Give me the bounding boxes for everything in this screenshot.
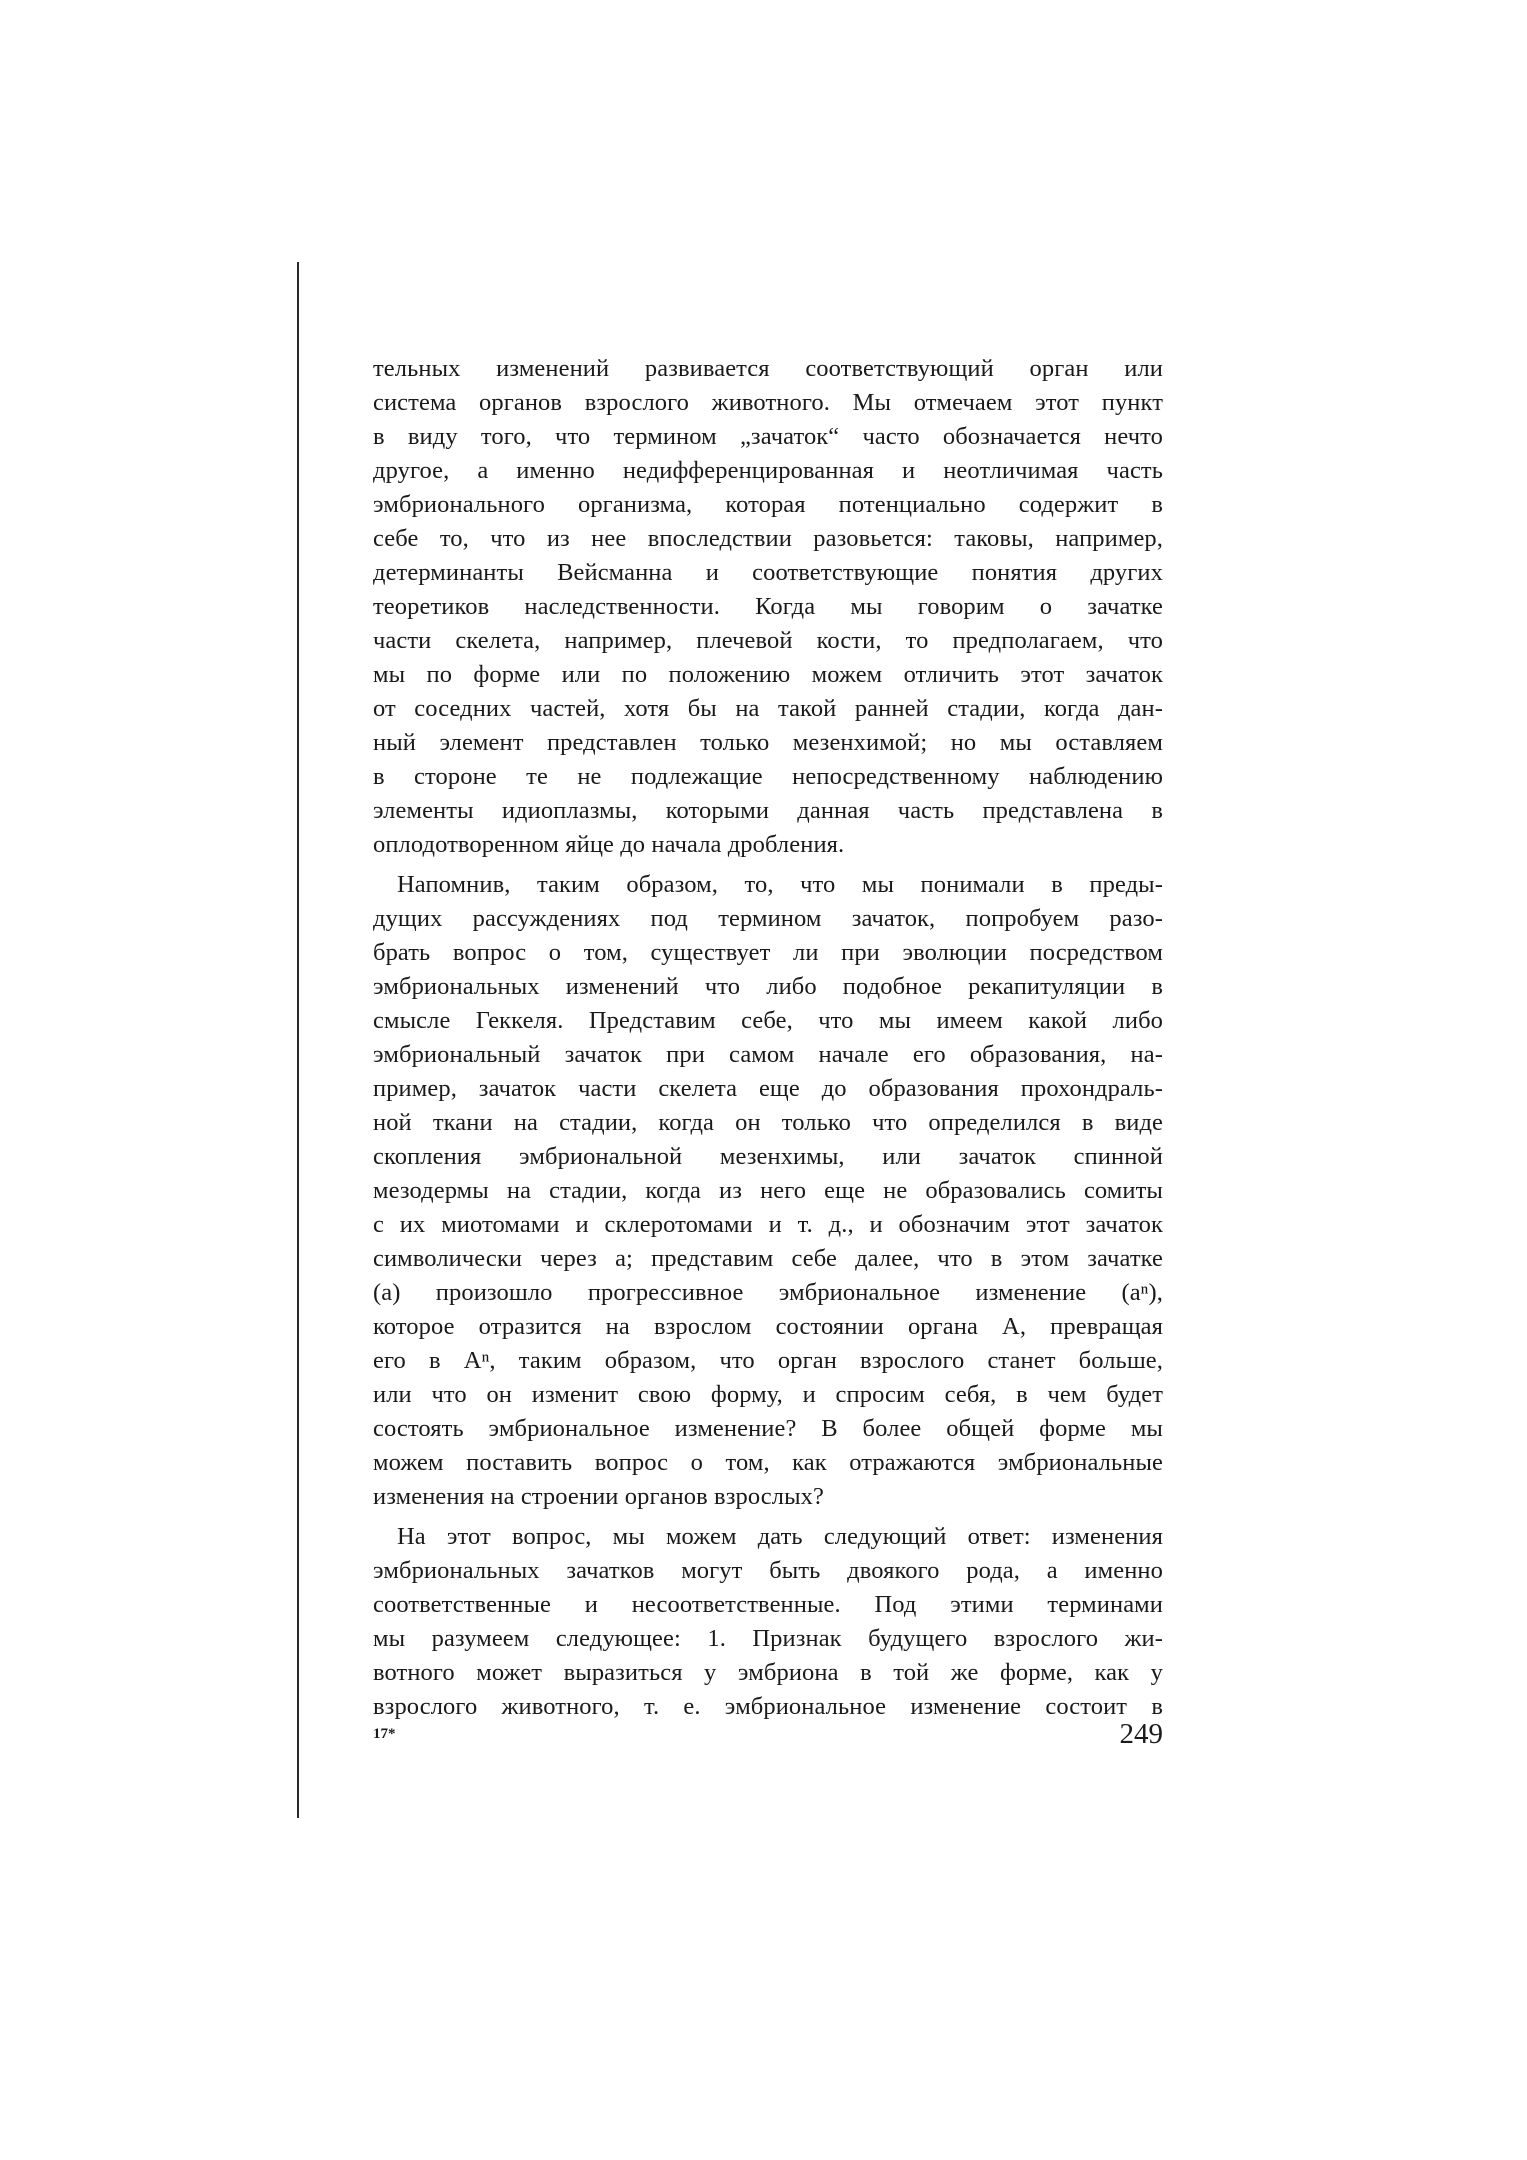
text-line: эмбрионального организма, которая потенциально содержит в: [373, 491, 1163, 518]
text-line: части скелета, например, плечевой кости, то предполагаем, что: [373, 627, 1163, 654]
text-line: изменения на строении органов взрослых?: [373, 1483, 824, 1510]
paragraph-2: [373, 868, 1163, 1514]
text-line: в виду того, что термином „зачаток“ часто обозначается нечто: [373, 423, 1163, 450]
text-line: в стороне те не подлежащие непосредственному наблюдению: [373, 763, 1163, 790]
text-line: эмбриональных зачатков могут быть двоякого рода, а именно: [373, 1557, 1163, 1584]
text-line: Напомнив, таким образом, то, что мы понимали в преды-: [397, 871, 1163, 898]
text-line: от соседних частей, хотя бы на такой ранней стадии, когда дан-: [373, 695, 1163, 722]
text-line: вотного может выразиться у эмбриона в той же форме, как у: [373, 1659, 1163, 1686]
text-line: другое, а именно недифференцированная и неотличимая часть: [373, 457, 1163, 484]
text-line: с их миотомами и склеротомами и т. д., и обозначим этот зачаток: [373, 1211, 1163, 1238]
text-line: тельных изменений развивается соответствующий орган или: [373, 355, 1163, 382]
text-line: мы по форме или по положению можем отличить этот зачаток: [373, 661, 1163, 688]
text-line: состоять эмбриональное изменение? В более общей форме мы: [373, 1415, 1163, 1442]
text-line: эмбриональных изменений что либо подобное рекапитуляции в: [373, 973, 1163, 1000]
text-line: можем поставить вопрос о том, как отражаются эмбриональные: [373, 1449, 1163, 1476]
text-line: взрослого животного, т. е. эмбриональное изменение состоит в: [373, 1693, 1163, 1720]
binding-edge-line: [297, 262, 299, 1818]
page-body-text: [373, 352, 1163, 1724]
text-line: или что он изменит свою форму, и спросим себя, в чем будет: [373, 1381, 1163, 1408]
page-footer: [373, 1718, 1163, 1758]
text-line: брать вопрос о том, существует ли при эволюции посредством: [373, 939, 1163, 966]
text-line: ной ткани на стадии, когда он только что определился в виде: [373, 1109, 1163, 1136]
page-number: 249: [1119, 1718, 1163, 1750]
text-line: (а) произошло прогрессивное эмбриональное изменение (аⁿ),: [373, 1279, 1163, 1306]
text-line: себе то, что из нее впоследствии разовьется: таковы, например,: [373, 525, 1163, 552]
text-line: скопления эмбриональной мезенхимы, или зачаток спинной: [373, 1143, 1163, 1170]
text-line: оплодотворенном яйце до начала дробления.: [373, 831, 845, 858]
text-line: теоретиков наследственности. Когда мы говорим о зачатке: [373, 593, 1163, 620]
text-line: ный элемент представлен только мезенхимой; но мы оставляем: [373, 729, 1163, 756]
text-line: эмбриональный зачаток при самом начале его образования, на-: [373, 1041, 1163, 1068]
text-line: которое отразится на взрослом состоянии органа А, превращая: [373, 1313, 1163, 1340]
text-line: символически через а; представим себе далее, что в этом зачатке: [373, 1245, 1163, 1272]
text-line: соответственные и несоответственные. Под этими терминами: [373, 1591, 1163, 1618]
text-line: дущих рассуждениях под термином зачаток, попробуем разо-: [373, 905, 1163, 932]
paragraph-3: [373, 1520, 1163, 1724]
text-line: детерминанты Вейсманна и соответствующие понятия других: [373, 559, 1163, 586]
printer-signature-mark: 17*: [373, 1726, 396, 1742]
text-line: мы разумеем следующее: 1. Признак будущего взрослого жи-: [373, 1625, 1163, 1652]
text-line: мезодермы на стадии, когда из него еще не образовались сомиты: [373, 1177, 1163, 1204]
paragraph-1: [373, 352, 1163, 862]
text-line: система органов взрослого животного. Мы отмечаем этот пункт: [373, 389, 1163, 416]
text-line: смысле Геккеля. Представим себе, что мы имеем какой либо: [373, 1007, 1163, 1034]
text-line: его в Аⁿ, таким образом, что орган взрослого станет больше,: [373, 1347, 1163, 1374]
text-line: пример, зачаток части скелета еще до образования прохондраль-: [373, 1075, 1163, 1102]
text-line: На этот вопрос, мы можем дать следующий ответ: изменения: [397, 1523, 1163, 1550]
text-line: элементы идиоплазмы, которыми данная часть представлена в: [373, 797, 1163, 824]
